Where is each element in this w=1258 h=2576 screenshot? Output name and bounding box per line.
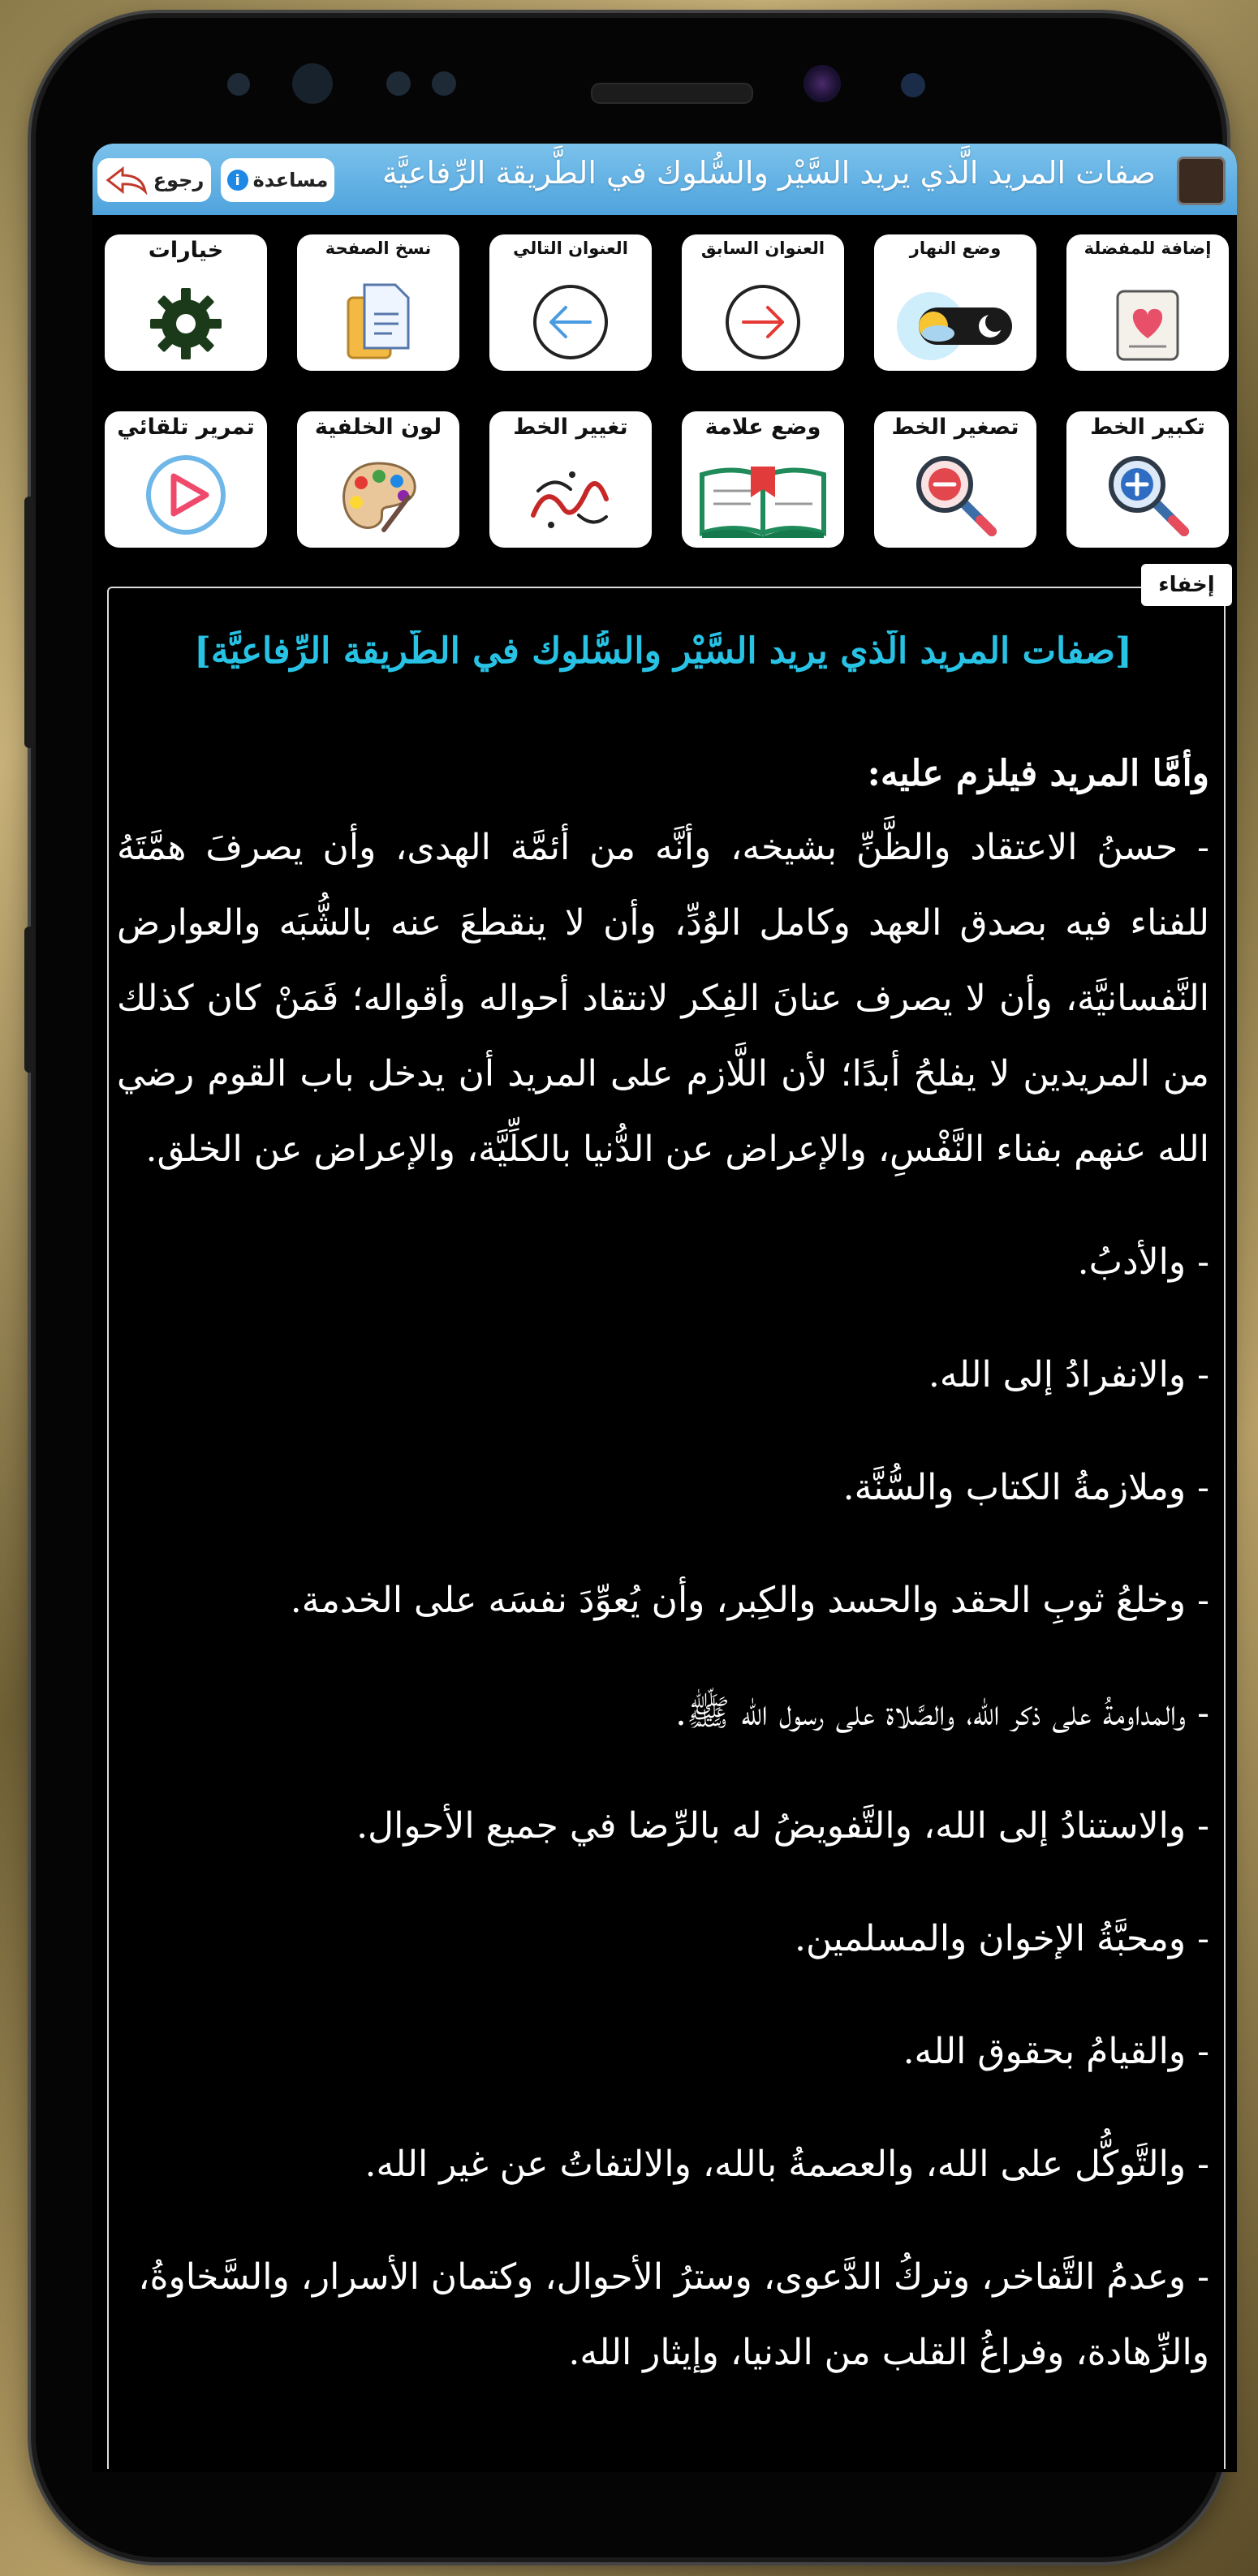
favorite-book-icon — [1103, 285, 1192, 363]
paint-palette-icon — [334, 455, 423, 540]
list-item: - والقيامُ بحقوق الله. — [903, 2031, 1209, 2072]
tile-label: تكبير الخط — [1090, 415, 1205, 440]
add-favorite-button[interactable] — [1066, 234, 1229, 371]
sensor-icon — [386, 71, 411, 96]
list-item: - وملازمةُ الكتاب والسُّنَّة. — [842, 1467, 1209, 1508]
list-item: - والتَّوكُّل على الله، والعصمةُ بالله، والالتفاتُ عن غير الله. — [364, 2144, 1209, 2185]
back-button[interactable] — [97, 158, 211, 202]
tile-label: العنوان السابق — [700, 239, 825, 258]
list-item: - والاستنادُ إلى الله، والتَّفويضُ له بالرِّضا في جميع الأحوال. — [356, 1805, 1209, 1847]
sensor-icon — [432, 71, 456, 96]
info-icon: i — [227, 170, 248, 191]
zoom-in-icon — [1103, 450, 1192, 540]
volume-button — [24, 497, 36, 748]
copy-page-icon — [342, 278, 415, 363]
back-arrow-icon — [105, 166, 149, 195]
sensor-icon — [901, 73, 925, 97]
help-button[interactable] — [221, 158, 334, 202]
day-night-toggle-icon — [886, 282, 1024, 363]
article-heading: [صفات المريد الَّذي يريد السَّيْر والسُّلوك في الطَّريقة الرِّفاعيَّة] — [194, 630, 1132, 672]
help-label: مساعدة — [252, 169, 329, 191]
list-item: - والانفرادُ إلى الله. — [928, 1354, 1209, 1396]
day-mode-button[interactable] — [874, 234, 1036, 371]
auto-scroll-button[interactable] — [105, 411, 267, 548]
autoscroll-play-icon — [141, 450, 230, 540]
change-font-button[interactable] — [489, 411, 652, 548]
copy-page-button[interactable] — [297, 234, 459, 371]
zoom-in-button[interactable] — [1066, 411, 1229, 548]
tile-label: نسخ الصفحة — [325, 239, 432, 258]
list-item: - والمداومةُ على ذكر الله، والصَّلاة على رسول الله ﷺ. — [674, 1692, 1209, 1734]
hide-toolbar-button[interactable]: إخفاء — [1141, 564, 1232, 606]
title-bar — [93, 144, 1237, 215]
arrow-right-circle-icon — [722, 282, 803, 363]
camera-lens-icon — [803, 65, 841, 102]
zoom-out-button[interactable] — [874, 411, 1036, 548]
arrow-left-circle-icon — [530, 282, 611, 363]
tile-label: وضع النهار — [909, 239, 1002, 258]
tile-label: وضع علامة — [704, 415, 821, 440]
tile-label: تصغير الخط — [891, 415, 1019, 440]
tile-label: تمرير تلقائي — [117, 415, 255, 440]
sensor-icon — [227, 73, 250, 96]
list-item: - وخلعُ ثوبِ الحقد والحسد والكِبر، وأن يُعوِّدَ نفسَه على الخدمة. — [290, 1580, 1209, 1621]
back-label: رجوع — [153, 169, 205, 191]
app-logo-icon — [1177, 157, 1226, 205]
front-camera-icon — [292, 63, 333, 104]
tile-label: إضافة للمفضلة — [1084, 239, 1212, 258]
background-color-button[interactable] — [297, 411, 459, 548]
phone-frame — [36, 18, 1222, 2557]
tile-label: خيارات — [148, 238, 224, 263]
earpiece-speaker — [591, 83, 753, 104]
bookmark-button[interactable] — [682, 411, 844, 548]
app-screen — [93, 144, 1237, 2472]
list-item: - وعدمُ التَّفاخر، وتركُ الدَّعوى، وسترُ الأحوال، وكتمان الأسرار، والسَّخاوةُ، والزِّهادة، وفراغُ القلب من الدنيا، وإيثار الله. — [138, 2256, 1209, 2373]
bookmark-book-icon — [694, 458, 832, 540]
list-item: - والأدبُ. — [1077, 1241, 1209, 1283]
gear-icon — [147, 285, 225, 363]
next-title-button[interactable] — [489, 234, 652, 371]
page-title: صفات المريد الَّذي يريد السَّيْر والسُّلوك في الطَّريقة الرِّفاعيَّة — [382, 155, 1156, 191]
tile-label: لون الخلفية — [314, 415, 442, 440]
article-content — [117, 630, 1209, 2472]
side-button — [24, 927, 36, 1073]
list-item: - ومحبَّةُ الإخوان والمسلمين. — [794, 1918, 1209, 1959]
article-lead: وأمَّا المريد فيلزم عليه: — [867, 753, 1209, 794]
previous-title-button[interactable] — [682, 234, 844, 371]
tile-label: تغيير الخط — [513, 415, 628, 440]
tile-label: العنوان التالي — [513, 239, 628, 258]
options-button[interactable] — [105, 234, 267, 371]
article-paragraph: - حسنُ الاعتقاد والظَّنِّ بشيخه، وأنَّه من أئمَّة الهدى، وأن يصرفَ همَّتَهُ للفناء فيه بصدق العهد وكامل الوُدِّ، وأن لا ينقطعَ عنه بالشُّبَه والعوارض النَّفسانيَّة، وأن لا يصرف عنانَ الفِكر لانتقاد أحواله وأقواله؛ فَمَنْ كان كذلك من المريدين لا يفلحُ أبدًا؛ لأن اللَّازم على المريد أن يدخل باب القوم رضي الله عنهم بفناء النَّفْسِ، والإعراض عن الدُّنيا بالكلِّيَّة، والإعراض عن الخلق. — [117, 827, 1209, 1170]
calligraphy-icon — [522, 458, 619, 540]
zoom-out-icon — [911, 450, 1000, 540]
